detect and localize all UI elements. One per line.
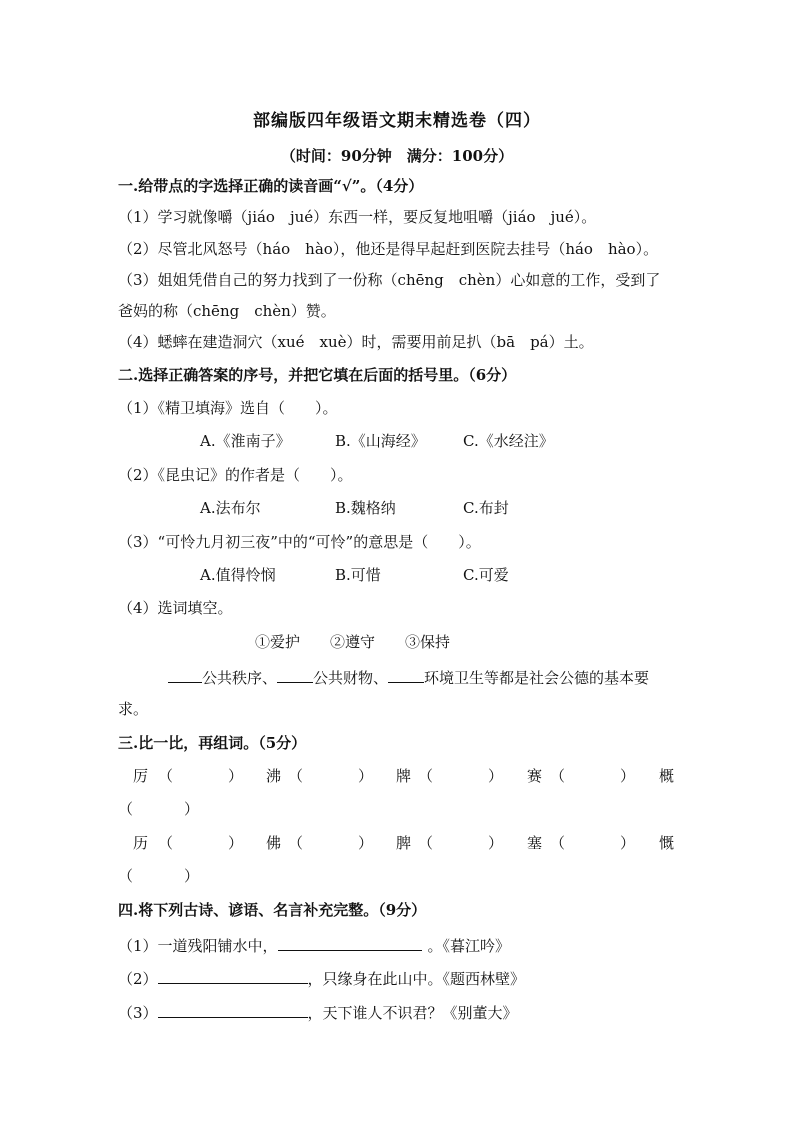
s2-q3-option-c: C.可爱 [463,566,509,584]
s2-q4-word-choices: ①爱护 ②遵守 ③保持 [255,633,451,651]
s4-q1-suffix: 。《暮江吟》 [427,937,511,955]
s2-q3-option-b: B.可惜 [335,566,381,584]
s3-row2-char-4: 塞 [527,834,543,852]
s2-question-2: （2）《昆虫记》的作者是（ ）。 [118,466,353,484]
s2-q2-option-a: A.法布尔 [200,499,261,517]
s1-question-2: （2）尽管北风怒号（háo hào），他还是得早起赶到医院去挂号（háo hào）。 [118,240,659,258]
paren-close: ） [228,834,244,852]
paren-close: ） [488,767,504,785]
s2-q4-sentence-end: 求。 [118,700,149,718]
paren-open: （ [158,834,174,852]
fill-blank[interactable] [158,1001,308,1018]
fill-blank[interactable] [168,666,202,683]
fill-blank[interactable] [277,666,313,683]
s4-question-3 [118,1001,678,1023]
paren-open: （ [158,767,174,785]
s1-question-1: （1）学习就像嚼（jiáo jué）东西一样，要反复地咀嚼（jiáo jué）。 [118,208,597,226]
s2-question-1: （1）《精卫填海》选自（ ）。 [118,399,338,417]
s4-q2-suffix: ，只缘身在此山中。《题西林壁》 [307,970,526,988]
section-1-heading: 一.给带点的字选择正确的读音画“√”。（4分） [118,177,424,195]
paren-open: （ [118,867,134,885]
s4-q3-suffix: ，天下谁人不识君？《别董大》 [307,1004,518,1022]
paren-open: （ [550,834,566,852]
section-2-heading: 二.选择正确答案的序号，并把它填在后面的括号里。（6分） [118,366,517,384]
paren-open: （ [288,767,304,785]
paren-open: （ [418,834,434,852]
s2-q2-option-c: C.布封 [463,499,509,517]
s2-q4-part-3: 环境卫生等都是社会公德的基本要 [424,669,650,687]
s3-row2-char-5: 慨 [659,834,675,852]
paren-open: （ [288,834,304,852]
s1-question-4: （4）蟋蟀在建造洞穴（xué xuè）时，需要用前足扒（bā pá）土。 [118,333,594,351]
paren-close: ） [620,834,636,852]
paren-open: （ [550,767,566,785]
section-3-heading: 三.比一比，再组词。（5分） [118,734,307,752]
s2-q2-option-b: B.魏格纳 [335,499,396,517]
s3-row1-char-1: 厉 [133,767,149,785]
paren-close: ） [184,800,200,818]
fill-blank[interactable] [388,666,424,683]
s3-row2-char-3: 脾 [396,834,412,852]
paren-open: （ [418,767,434,785]
s4-q1-prefix: （1）一道残阳铺水中， [118,937,278,955]
paren-open: （ [118,800,134,818]
s3-row2-char-1: 历 [133,834,149,852]
s2-q1-option-c: C.《水经注》 [463,432,554,450]
paren-close: ） [228,767,244,785]
paren-close: ） [184,867,200,885]
paren-close: ） [620,767,636,785]
section-4-heading: 四.将下列古诗、谚语、名言补充完整。（9分） [118,901,427,919]
s4-question-1 [118,934,678,956]
s2-q1-option-a: A.《淮南子》 [200,432,291,450]
s2-question-4: （4）选词填空。 [118,599,233,617]
s4-q2-prefix: （2） [118,970,158,988]
exam-title: 部编版四年级语文期末精选卷（四） [253,111,541,131]
s3-row1-char-2: 沸 [266,767,282,785]
s2-question-3: （3）“可怜九月初三夜”中的“可怜”的意思是（ ）。 [118,533,481,551]
s2-q1-option-b: B.《山海经》 [335,432,426,450]
s4-question-2 [118,967,678,989]
s3-row1-char-5: 概 [659,767,675,785]
s2-q4-part-2: 公共财物、 [313,669,389,687]
s3-row1-char-4: 赛 [527,767,543,785]
paren-close: ） [488,834,504,852]
s3-row1-char-3: 牌 [396,767,412,785]
s1-question-3-line-2: 爸妈的称（chēng chèn）赞。 [118,302,336,320]
s2-q4-fill-sentence [168,666,688,688]
s2-q4-part-1: 公共秩序、 [202,669,278,687]
s3-row2-char-2: 佛 [266,834,282,852]
s2-q3-option-a: A.值得怜悯 [200,566,276,584]
paren-close: ） [358,767,374,785]
s4-q3-prefix: （3） [118,1004,158,1022]
fill-blank[interactable] [158,967,308,984]
paren-close: ） [358,834,374,852]
fill-blank[interactable] [278,934,422,951]
s1-question-3-line-1: （3）姐姐凭借自己的努力找到了一份称（chēng chèn）心如意的工作，受到了 [118,271,661,289]
exam-subtitle: （时间：90分钟 满分：100分） [280,147,514,165]
